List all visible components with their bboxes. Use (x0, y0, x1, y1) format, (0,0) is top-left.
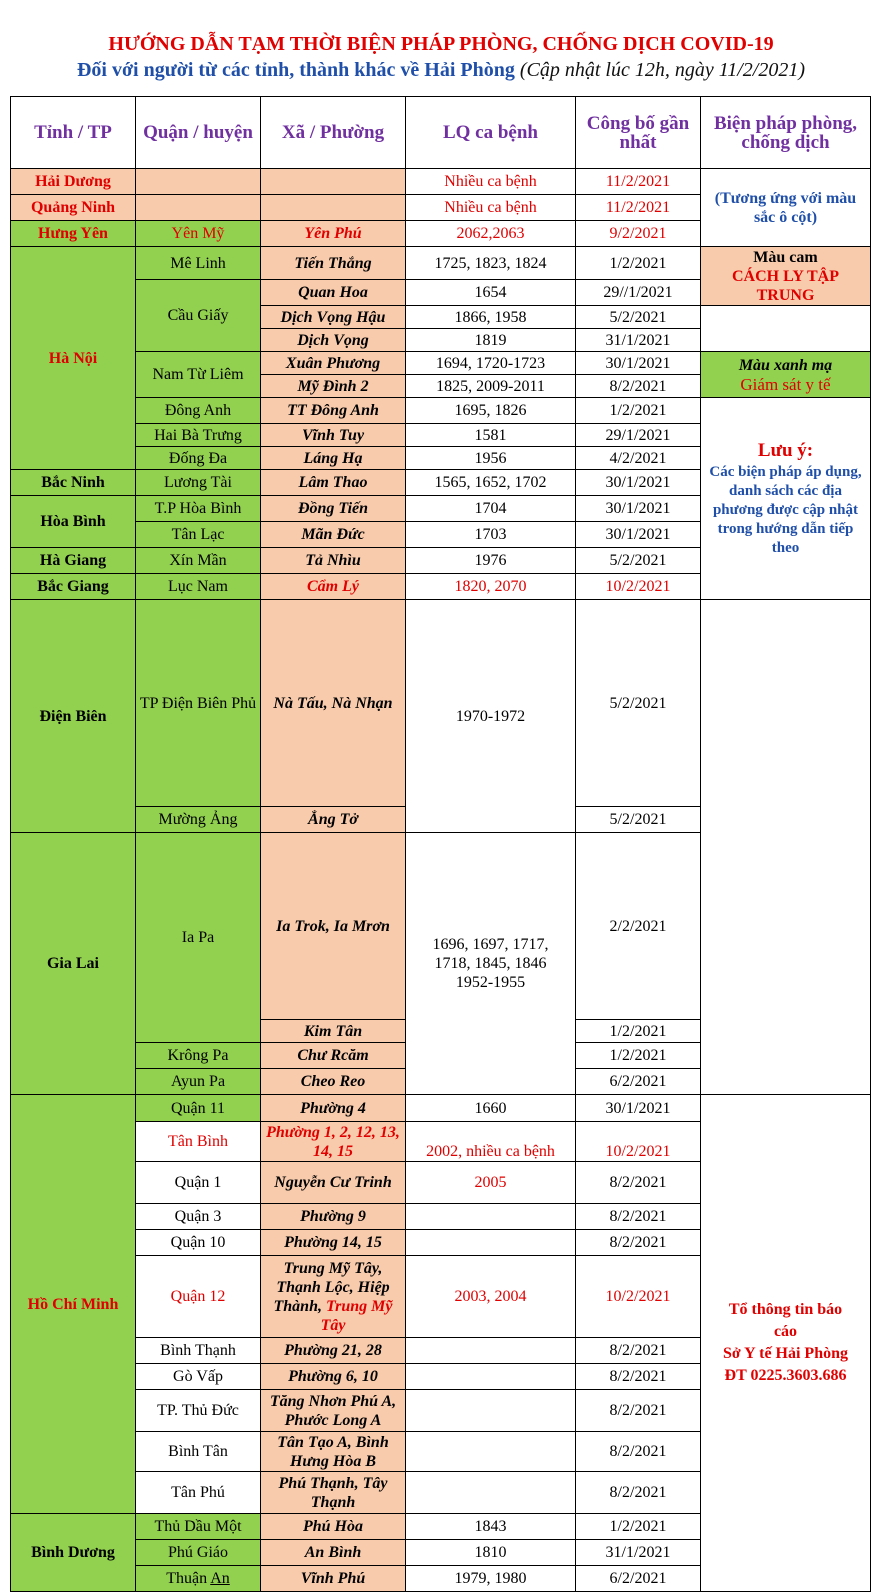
ward-cell: Ẳng Tở (261, 807, 406, 833)
ward-cell (261, 1256, 406, 1338)
table-row (11, 600, 871, 807)
cases-cell: 1970-1972 (406, 600, 576, 833)
date-cell: 30/1/2021 (576, 1095, 701, 1122)
ward-cell: Chư Rcăm (261, 1043, 406, 1069)
date-cell: 8/2/2021 (576, 1364, 701, 1390)
cases-cell: 2003, 2004 (406, 1256, 576, 1338)
ward-cell: Phường 1, 2, 12, 13, 14, 15 (261, 1122, 406, 1162)
ward-cell: Kim Tân (261, 1020, 406, 1043)
date-cell: 10/2/2021 (576, 1122, 701, 1162)
cases-cell: 1979, 1980 (406, 1566, 576, 1592)
district-cell: Krông Pa (136, 1043, 261, 1069)
measure-monitoring-label: Giám sát y tế (740, 374, 831, 394)
district-cell: Tân Lạc (136, 522, 261, 548)
date-cell: 8/2/2021 (576, 1432, 701, 1472)
cases-cell: 1581 (406, 424, 576, 447)
document-title: HƯỚNG DẪN TẠM THỜI BIỆN PHÁP PHÒNG, CHỐNG DỊCH COVID-19 (108, 33, 774, 55)
date-cell: 5/2/2021 (576, 306, 701, 329)
province-cell: Bắc Giang (11, 574, 136, 600)
cases-cell: Nhiều ca bệnh (406, 169, 576, 195)
cases-cell: 1956 (406, 447, 576, 470)
measure-empty (701, 306, 871, 352)
cases-line: 1952-1955 (455, 974, 526, 991)
cases-cell: 1976 (406, 548, 576, 574)
ward-cell: Phường 9 (261, 1204, 406, 1230)
cases-cell: 1843 (406, 1514, 576, 1540)
district-cell: Hai Bà Trưng (136, 424, 261, 447)
district-cell (136, 195, 261, 221)
date-cell: 10/2/2021 (576, 1256, 701, 1338)
header-measures: Biện pháp phòng, chống dịch (701, 97, 871, 169)
district-cell: Quận 10 (136, 1230, 261, 1256)
ward-text-highlight: Trung Mỹ Tây (320, 1297, 393, 1334)
district-cell: TP Điện Biên Phủ (136, 600, 261, 807)
ward-cell: Phường 6, 10 (261, 1364, 406, 1390)
district-cell: Quận 1 (136, 1162, 261, 1204)
contact-phone: ĐT 0225.3603.686 (724, 1367, 847, 1384)
cases-cell: 2062,2063 (406, 221, 576, 247)
date-cell: 29//1/2021 (576, 280, 701, 306)
measure-green-label: Màu xanh mạ (738, 356, 833, 374)
ward-cell: Láng Hạ (261, 447, 406, 470)
table-row (11, 352, 871, 375)
cases-cell: 1866, 1958 (406, 306, 576, 329)
province-cell: Bắc Ninh (11, 470, 136, 496)
table-row (11, 169, 871, 195)
cases-line: 1696, 1697, 1717, (432, 936, 549, 953)
date-cell: 30/1/2021 (576, 496, 701, 522)
date-cell: 2/2/2021 (576, 833, 701, 1020)
date-cell: 31/1/2021 (576, 1540, 701, 1566)
district-cell: Quận 12 (136, 1256, 261, 1338)
cases-cell (406, 1472, 576, 1514)
ward-cell: Phường 14, 15 (261, 1230, 406, 1256)
date-cell: 10/2/2021 (576, 574, 701, 600)
district-cell: Nam Từ Liêm (136, 352, 261, 398)
measure-quarantine (701, 247, 871, 306)
ward-cell: Đồng Tiến (261, 496, 406, 522)
ward-cell: Dịch Vọng Hậu (261, 306, 406, 329)
measure-quarantine-label: CÁCH LY TẬP TRUNG (732, 267, 839, 304)
province-cell: Hà Giang (11, 548, 136, 574)
cases-cell (406, 1204, 576, 1230)
contact-line2: Sở Y tế Hải Phòng (722, 1345, 848, 1362)
date-cell: 30/1/2021 (576, 522, 701, 548)
cases-cell (406, 1390, 576, 1432)
ward-cell: Lâm Thao (261, 470, 406, 496)
cases-cell (406, 1338, 576, 1364)
cases-cell: 1704 (406, 496, 576, 522)
district-cell: Xín Mần (136, 548, 261, 574)
cases-cell: 1565, 1652, 1702 (406, 470, 576, 496)
district-cell: Tân Bình (136, 1122, 261, 1162)
province-cell: Hòa Bình (11, 496, 136, 548)
header-cases: LQ ca bệnh (406, 97, 576, 169)
province-cell: Quảng Ninh (11, 195, 136, 221)
date-cell: 5/2/2021 (576, 548, 701, 574)
district-cell: Đống Đa (136, 447, 261, 470)
date-cell: 8/2/2021 (576, 1162, 701, 1204)
date-cell: 5/2/2021 (576, 807, 701, 833)
document-subtitle (0, 58, 882, 82)
cases-cell: 2002, nhiều ca bệnh (406, 1122, 576, 1162)
date-cell: 4/2/2021 (576, 447, 701, 470)
ward-cell: Dịch Vọng (261, 329, 406, 352)
header-ward: Xã / Phường (261, 97, 406, 169)
date-cell: 8/2/2021 (576, 1338, 701, 1364)
district-cell: T.P Hòa Bình (136, 496, 261, 522)
district-cell: Tân Phú (136, 1472, 261, 1514)
district-cell: Cầu Giấy (136, 280, 261, 352)
ward-cell: Yên Phú (261, 221, 406, 247)
date-cell: 8/2/2021 (576, 1472, 701, 1514)
ward-cell: Phường 21, 28 (261, 1338, 406, 1364)
header-announced: Công bố gần nhất (576, 97, 701, 169)
district-cell: Bình Tân (136, 1432, 261, 1472)
date-cell: 9/2/2021 (576, 221, 701, 247)
date-cell: 30/1/2021 (576, 470, 701, 496)
ward-cell: Mãn Đức (261, 522, 406, 548)
district-cell: Lương Tài (136, 470, 261, 496)
cases-cell: 1820, 2070 (406, 574, 576, 600)
cases-cell (406, 833, 576, 1095)
date-cell: 8/2/2021 (576, 1390, 701, 1432)
district-cell: Mường Ảng (136, 807, 261, 833)
province-cell: Gia Lai (11, 833, 136, 1095)
date-cell: 11/2/2021 (576, 169, 701, 195)
cases-cell: 1660 (406, 1095, 576, 1122)
district-cell: Gò Vấp (136, 1364, 261, 1390)
date-cell: 1/2/2021 (576, 1020, 701, 1043)
ward-cell: Tăng Nhơn Phú A, Phước Long A (261, 1390, 406, 1432)
cases-cell (406, 1364, 576, 1390)
district-cell: Quận 3 (136, 1204, 261, 1230)
ward-cell: Tiến Thắng (261, 247, 406, 280)
district-text: Thuận (166, 1570, 211, 1587)
district-cell: Quận 11 (136, 1095, 261, 1122)
date-cell: 6/2/2021 (576, 1566, 701, 1592)
cases-cell: 1819 (406, 329, 576, 352)
ward-cell: Mỹ Đình 2 (261, 375, 406, 398)
measure-color-note: (Tương ứng với màu sắc ô cột) (701, 169, 871, 247)
district-cell: Lục Nam (136, 574, 261, 600)
note-body: Các biện pháp áp dụng, danh sách các địa phương được cập nhật trong hướng dẫn tiếp theo (709, 464, 862, 556)
cases-cell: 1694, 1720-1723 (406, 352, 576, 375)
date-cell: 1/2/2021 (576, 1514, 701, 1540)
ward-cell: Ia Trok, Ia Mrơn (261, 833, 406, 1020)
date-cell: 29/1/2021 (576, 424, 701, 447)
cases-cell: 1825, 2009-2011 (406, 375, 576, 398)
ward-cell: Cheo Reo (261, 1069, 406, 1095)
ward-cell: Quan Hoa (261, 280, 406, 306)
district-text-underlined: An (210, 1570, 230, 1587)
ward-cell: Nguyễn Cư Trinh (261, 1162, 406, 1204)
date-cell: 1/2/2021 (576, 247, 701, 280)
ward-cell (261, 169, 406, 195)
table-row (11, 398, 871, 424)
ward-cell (261, 195, 406, 221)
date-cell: 8/2/2021 (576, 375, 701, 398)
district-cell: Bình Thạnh (136, 1338, 261, 1364)
cases-cell: 1810 (406, 1540, 576, 1566)
date-cell: 5/2/2021 (576, 600, 701, 807)
ward-cell: Cẩm Lý (261, 574, 406, 600)
ward-cell: Tả Nhìu (261, 548, 406, 574)
ward-cell: Xuân Phương (261, 352, 406, 375)
district-cell: Ia Pa (136, 833, 261, 1043)
table-row (11, 833, 871, 1020)
date-cell: 1/2/2021 (576, 1043, 701, 1069)
ward-cell: An Bình (261, 1540, 406, 1566)
update-note: (Cập nhật lúc 12h, ngày 11/2/2021) (519, 59, 806, 81)
ward-cell: Vĩnh Tuy (261, 424, 406, 447)
district-cell: Phú Giáo (136, 1540, 261, 1566)
province-cell: Điện Biên (11, 600, 136, 833)
cases-cell (406, 1230, 576, 1256)
province-cell: Bình Dương (11, 1514, 136, 1592)
cases-cell: 2005 (406, 1162, 576, 1204)
table-row (11, 1095, 871, 1122)
district-cell: Thủ Dầu Một (136, 1514, 261, 1540)
province-cell: Hải Dương (11, 169, 136, 195)
province-cell: Hà Nội (11, 247, 136, 470)
ward-text: Trung Mỹ Tây, Thạnh Lộc, Hiệp Thành, (273, 1259, 390, 1315)
ward-cell: Vĩnh Phú (261, 1566, 406, 1592)
province-cell: Hưng Yên (11, 221, 136, 247)
measure-contact (701, 1095, 871, 1592)
cases-line: 1718, 1845, 1846 (434, 955, 547, 972)
measure-orange-label: Màu cam (753, 248, 818, 266)
header-row (11, 97, 871, 169)
date-cell: 8/2/2021 (576, 1204, 701, 1230)
ward-cell: Tân Tạo A, Bình Hưng Hòa B (261, 1432, 406, 1472)
ward-cell: TT Đông Anh (261, 398, 406, 424)
date-cell: 11/2/2021 (576, 195, 701, 221)
date-cell: 31/1/2021 (576, 329, 701, 352)
district-cell: TP. Thủ Đức (136, 1390, 261, 1432)
district-cell: Đông Anh (136, 398, 261, 424)
ward-cell: Phú Hòa (261, 1514, 406, 1540)
note-title: Lưu ý: (757, 440, 814, 461)
district-cell: Yên Mỹ (136, 221, 261, 247)
date-cell: 30/1/2021 (576, 352, 701, 375)
ward-cell: Phú Thạnh, Tây Thạnh (261, 1472, 406, 1514)
district-cell: Mê Linh (136, 247, 261, 280)
district-cell (136, 1566, 261, 1592)
cases-cell: Nhiều ca bệnh (406, 195, 576, 221)
ward-cell: Nà Tấu, Nà Nhạn (261, 600, 406, 807)
contact-line1: Tổ thông tin báo cáo (728, 1301, 843, 1340)
ward-cell: Phường 4 (261, 1095, 406, 1122)
guidance-table (10, 96, 871, 1592)
measure-monitoring (701, 352, 871, 398)
header-district: Quận / huyện (136, 97, 261, 169)
date-cell: 6/2/2021 (576, 1069, 701, 1095)
cases-cell: 1703 (406, 522, 576, 548)
table-row (11, 247, 871, 280)
cases-cell: 1654 (406, 280, 576, 306)
cases-cell (406, 1432, 576, 1472)
subtitle-text: Đối với người từ các tỉnh, thành khác về Hải Phòng (76, 59, 515, 81)
cases-cell: 1695, 1826 (406, 398, 576, 424)
cases-cell: 1725, 1823, 1824 (406, 247, 576, 280)
district-cell: Ayun Pa (136, 1069, 261, 1095)
date-cell: 1/2/2021 (576, 398, 701, 424)
measure-note (701, 398, 871, 600)
header-province: Tỉnh / TP (11, 97, 136, 169)
province-cell: Hồ Chí Minh (11, 1095, 136, 1514)
district-cell (136, 169, 261, 195)
date-cell: 8/2/2021 (576, 1230, 701, 1256)
